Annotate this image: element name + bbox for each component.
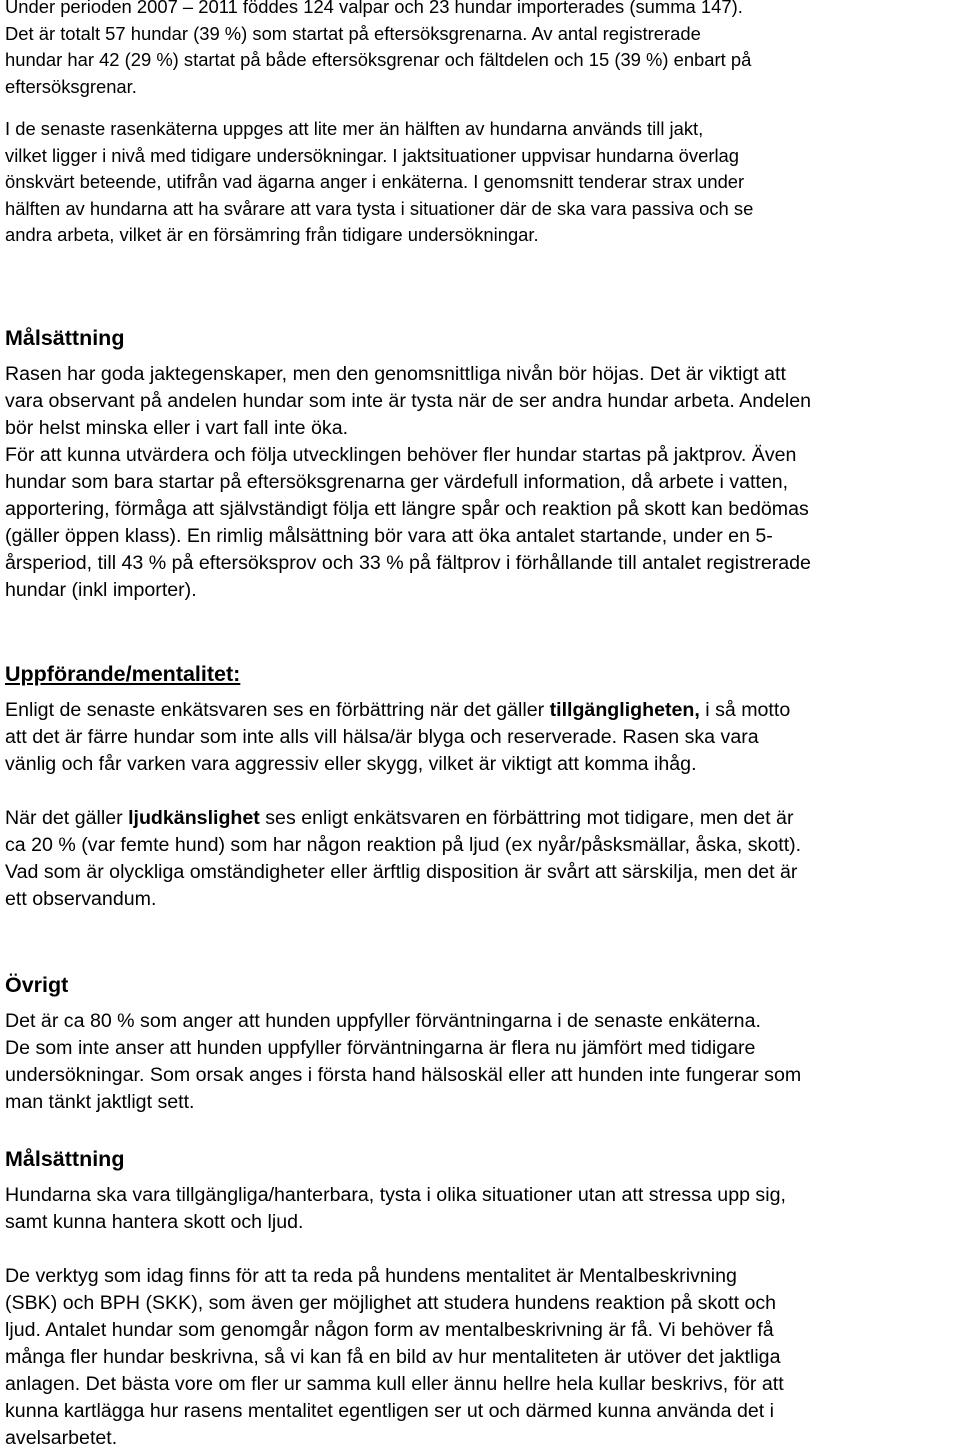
text-line: ca 20 % (var femte hund) som har någon reaktion på ljud (ex nyår/påsksmällar, åska, skott).	[5, 834, 802, 856]
text-line: Det är totalt 57 hundar (39 %) som startat på eftersöksgrenarna. Av antal registrerade	[5, 22, 701, 44]
text-line: vara observant på andelen hundar som inte är tysta när de ser andra hundar arbeta. Andelen	[5, 390, 812, 412]
text-line: vilket ligger i nivå med tidigare undersökningar. I jaktsituationer uppvisar hundarna överlag	[5, 144, 739, 166]
text-line: Det är ca 80 % som anger att hunden uppfyller förväntningarna i de senaste enkäterna.	[5, 1010, 761, 1032]
text-line	[5, 805, 955, 832]
text-line: De verktyg som idag finns för att ta reda på hundens mentalitet är Mentalbeskrivning	[5, 1265, 737, 1287]
text-line: hundar som bara startar på eftersöksgrenarna ger värdefull information, då arbete i vatten,	[5, 471, 789, 493]
paragraph-mental-assessment	[5, 1263, 955, 1452]
text-line: bör helst minska eller i vart fall inte öka.	[5, 417, 349, 439]
text-line: anlagen. Det bästa vore om fler ur samma kull eller ännu hellre hela kullar beskrivs, för att	[5, 1373, 784, 1395]
text-line: Under perioden 2007 – 2011 föddes 124 valpar och 23 hundar importerades (summa 147).	[5, 0, 743, 17]
text-line: att det är färre hundar som inte alls vill hälsa/är blyga och reserverade. Rasen ska vara	[5, 726, 759, 748]
paragraph-hunting-usage	[5, 116, 955, 249]
heading-malsattning-2: Målsättning	[5, 1147, 125, 1171]
text-line: apportering, förmåga att självständigt följa ett längre spår och reaktion på skott kan bedömas	[5, 498, 809, 520]
text-line: vänlig och får varken vara aggressiv eller skygg, vilket är viktigt att komma ihåg.	[5, 753, 697, 775]
heading-uppforande-mentalitet: Uppförande/mentalitet:	[5, 662, 241, 686]
text-line	[5, 697, 955, 724]
text-run: i så motto	[699, 699, 791, 721]
text-line: De som inte anser att hunden uppfyller förväntningarna är flera nu jämfört med tidigare	[5, 1037, 756, 1059]
text-line: eftersöksgrenar.	[5, 75, 137, 97]
paragraph-litter-statistics	[5, 0, 955, 100]
heading-malsattning: Målsättning	[5, 326, 125, 350]
text-line: andra arbeta, vilket är en försämring från tidigare undersökningar.	[5, 224, 539, 245]
text-run: ses enligt enkätsvaren en förbättring mot tidigare, men det är	[259, 807, 794, 829]
text-run: Enligt de senaste enkätsvaren ses en förbättring när det gäller	[5, 699, 550, 721]
text-line: hälften av hundarna att ha svårare att vara tysta i situationer där de ska vara passiva och se	[5, 197, 754, 219]
text-line: undersökningar. Som orsak anges i första hand hälsoskäl eller att hunden inte fungerar som	[5, 1064, 802, 1086]
paragraph-expectations	[5, 1008, 955, 1116]
text-line: Hundarna ska vara tillgängliga/hanterbara, tysta i olika situationer utan att stressa upp sig,	[5, 1184, 786, 1206]
paragraph-temperament-goals	[5, 1182, 955, 1236]
text-line: (SBK) och BPH (SKK), som även ger möjlighet att studera hundens reaktion på skott och	[5, 1292, 777, 1314]
emphasis-ljudkanslighet: ljudkänslighet	[128, 807, 260, 829]
text-line: man tänkt jaktligt sett.	[5, 1091, 195, 1113]
text-line: hundar (inkl importer).	[5, 579, 197, 601]
heading-ovrigt: Övrigt	[5, 973, 69, 997]
text-line: hundar har 42 (29 %) startat på både eftersöksgrenar och fältdelen och 15 (39 %) enbart på	[5, 49, 752, 70]
text-line: många fler hundar beskrivna, så vi kan få en bild av hur mentaliteten är utöver det jaktliga	[5, 1346, 781, 1368]
text-line: Vad som är olyckliga omständigheter eller ärftlig disposition är svårt att särskilja, men det är	[5, 861, 798, 883]
text-line: Rasen har goda jaktegenskaper, men den genomsnittliga nivån bör höjas. Det är viktigt att	[5, 363, 786, 385]
paragraph-sound-sensitivity	[5, 805, 955, 913]
paragraph-accessibility	[5, 697, 955, 778]
text-run: När det gäller	[5, 807, 129, 829]
text-line: årsperiod, till 43 % på eftersöksprov och 33 % på fältprov i förhållande till antalet registrerade	[5, 552, 811, 574]
text-line: För att kunna utvärdera och följa utvecklingen behöver fler hundar startas på jaktprov. Även	[5, 444, 797, 466]
text-line: (gäller öppen klass). En rimlig målsättning bör vara att öka antalet startande, under en 5-	[5, 525, 773, 547]
text-line: ljud. Antalet hundar som genomgår någon form av mentalbeskrivning är få. Vi behöver få	[5, 1319, 774, 1341]
text-line: avelsarbetet.	[5, 1427, 118, 1449]
text-line: önskvärt beteende, utifrån vad ägarna anger i enkäterna. I genomsnitt tenderar strax under	[5, 171, 745, 192]
text-line: kunna kartlägga hur rasens mentalitet egentligen ser ut och därmed kunna använda det i	[5, 1400, 775, 1422]
text-line: ett observandum.	[5, 888, 157, 910]
emphasis-tillganglighet: tillgängligheten,	[549, 699, 700, 721]
paragraph-hunting-goals	[5, 361, 955, 604]
text-line: samt kunna hantera skott och ljud.	[5, 1211, 304, 1233]
text-line: I de senaste rasenkäterna uppges att lite mer än hälften av hundarna används till jakt,	[5, 118, 704, 139]
